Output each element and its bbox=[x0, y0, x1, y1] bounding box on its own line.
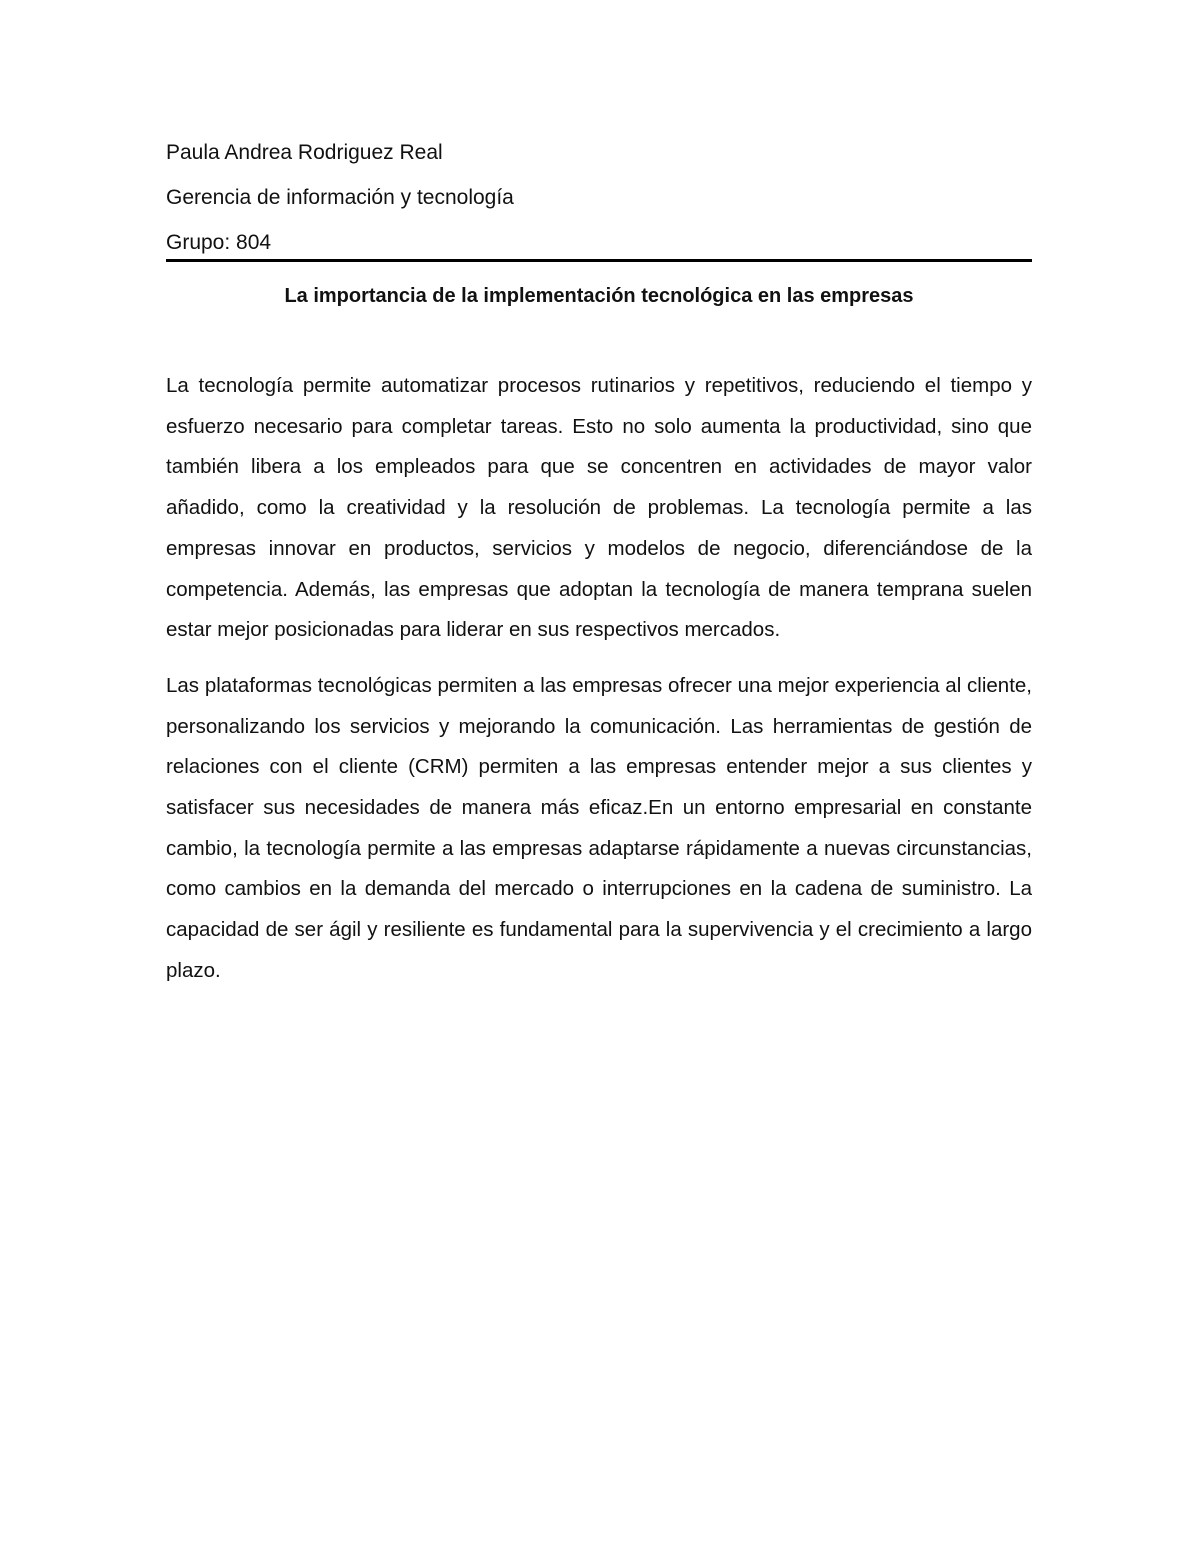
course-name: Gerencia de información y tecnología bbox=[166, 186, 514, 209]
author-name: Paula Andrea Rodriguez Real bbox=[166, 141, 443, 164]
document-title: La importancia de la implementación tecnológica en las empresas bbox=[284, 285, 914, 307]
document-content bbox=[166, 138, 1032, 992]
group-number: Grupo: 804 bbox=[166, 231, 272, 254]
header-divider bbox=[166, 259, 1032, 262]
body-paragraph-2: Las plataformas tecnológicas permiten a las empresas ofrecer una mejor experiencia al cliente, personalizando los servicios y mejorando la comunicación. Las herramientas de gestión de relaciones con el cliente (CRM) permiten a las empresas entender mejor a sus clientes y satisfacer sus necesidades de manera más eficaz.En un entorno empresarial en constante cambio, la tecnología permite a las empresas adaptarse rápidamente a nuevas circunstancias, como cambios en la demanda del mercado o interrupciones en la cadena de suministro. La capacidad de ser ágil y resiliente es fundamental para la supervivencia y el crecimiento a largo plazo. bbox=[166, 673, 1032, 982]
body-paragraph-1: La tecnología permite automatizar procesos rutinarios y repetitivos, reduciendo el tiempo y esfuerzo necesario para completar tareas. Esto no solo aumenta la productividad, sino que también libera a los empleados para que se concentren en actividades de mayor valor añadido, como la creatividad y la resolución de problemas. La tecnología permite a las empresas innovar en productos, servicios y modelos de negocio, diferenciándose de la competencia. Además, las empresas que adoptan la tecnología de manera temprana suelen estar mejor posicionadas para liderar en sus respectivos mercados. bbox=[166, 374, 1032, 642]
